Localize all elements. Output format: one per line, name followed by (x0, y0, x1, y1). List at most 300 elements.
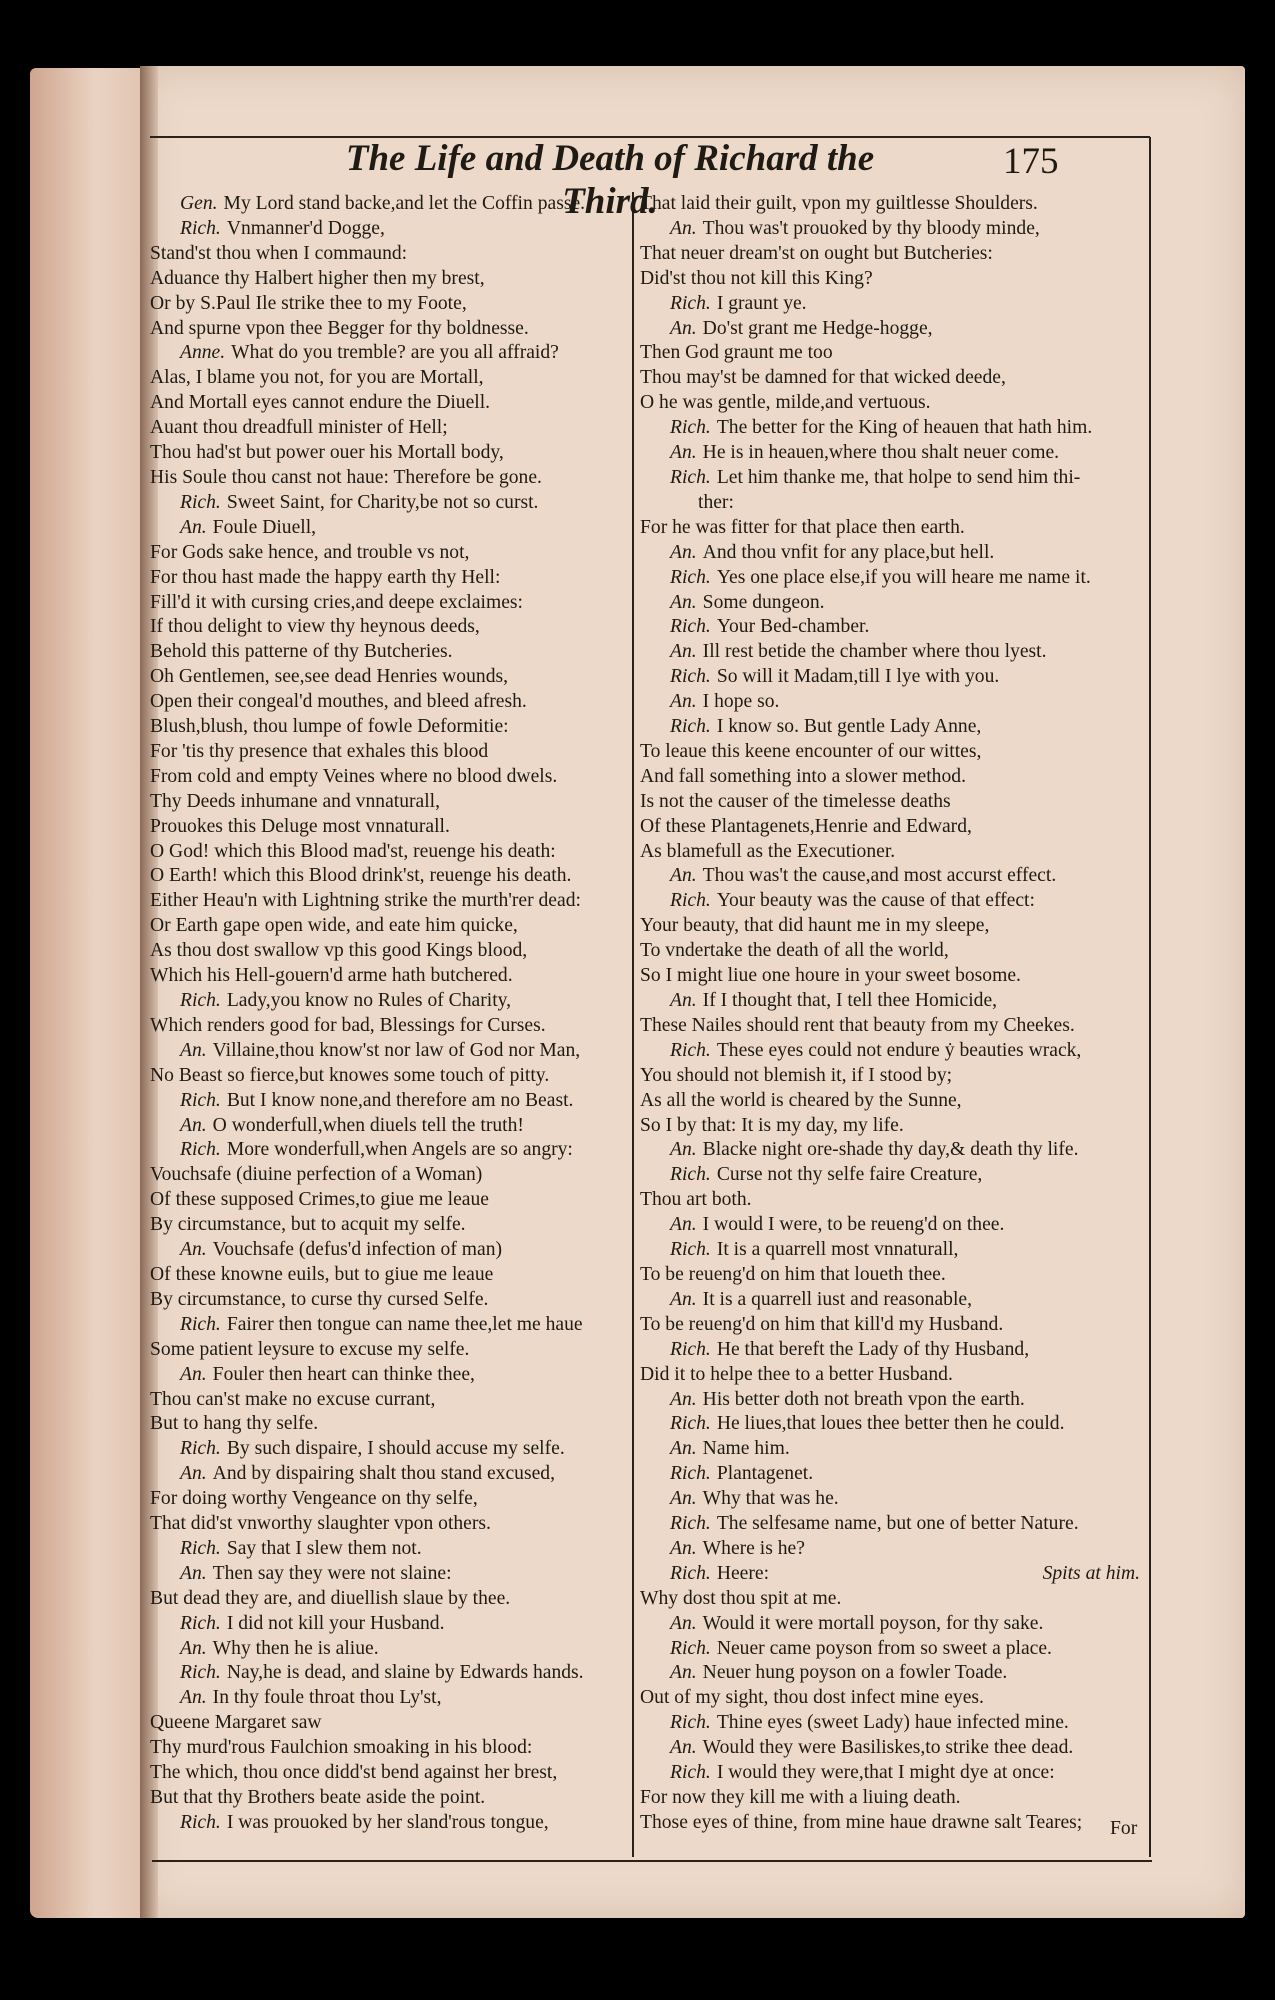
text-line (150, 665, 620, 690)
line-text: O God! which this Blood mad'st, reuenge his death: (150, 840, 556, 862)
text-line (150, 989, 620, 1014)
line-text: Out of my sight, thou dost infect mine eyes. (640, 1687, 984, 1709)
text-line (640, 491, 1148, 516)
line-text: Fill'd it with cursing cries,and deepe exclaimes: (150, 591, 523, 613)
text-line (640, 1014, 1148, 1039)
column-divider (632, 192, 634, 1857)
text-line (640, 1138, 1148, 1163)
text-line (640, 1462, 1148, 1487)
line-text: For he was fitter for that place then earth. (640, 516, 965, 538)
text-line (640, 1064, 1148, 1089)
text-line (150, 1587, 620, 1612)
line-text: Where is he? (702, 1537, 805, 1559)
text-line (150, 1612, 620, 1637)
line-text: Lady,you know no Rules of Charity, (226, 990, 512, 1011)
speaker-prefix: An. (670, 1662, 697, 1684)
line-text: So will it Madam,till I lye with you. (716, 666, 1000, 688)
speaker-prefix: An. (180, 1687, 207, 1709)
text-line (150, 615, 620, 640)
line-text: As thou dost swallow vp this good Kings blood, (150, 940, 528, 962)
line-text: I did not kill your Husband. (226, 1612, 445, 1634)
line-text: These Nailes should rent that beauty from my Cheekes. (640, 1014, 1075, 1036)
line-text: Yes one place else,if you will heare me name it. (716, 566, 1091, 588)
line-text: Then say they were not slaine: (212, 1562, 452, 1584)
text-line (640, 665, 1148, 690)
line-text: Foule Diuell, (212, 516, 317, 538)
line-text: To be reueng'd on him that loueth thee. (640, 1263, 946, 1285)
line-text: Or by S.Paul Ile strike thee to my Foote, (150, 292, 467, 314)
text-line (150, 1388, 620, 1413)
line-text: His better doth not breath vpon the earth. (702, 1388, 1025, 1410)
line-text: Or Earth gape open wide, and eate him quicke, (150, 915, 518, 937)
line-text: More wonderfull,when Angels are so angry: (226, 1139, 573, 1161)
text-line (150, 1163, 620, 1188)
text-line (640, 1163, 1148, 1188)
text-line (150, 1711, 620, 1736)
text-line (640, 242, 1148, 267)
line-text: Some dungeon. (702, 591, 825, 613)
text-line (150, 740, 620, 765)
speaker-prefix: Rich. (670, 1039, 711, 1061)
line-text: Why dost thou spit at me. (640, 1587, 842, 1609)
line-text: Oh Gentlemen, see,see dead Henries wounds, (150, 666, 509, 688)
line-text: But to hang thy selfe. (150, 1413, 319, 1435)
text-line (640, 964, 1148, 989)
text-line (640, 1437, 1148, 1462)
line-text: For thou hast made the happy earth thy Hell: (150, 566, 501, 588)
text-line (640, 292, 1148, 317)
text-line (640, 192, 1148, 217)
text-line (150, 1039, 620, 1064)
text-line (640, 715, 1148, 740)
line-text: I would they were,that I might dye at once: (716, 1762, 1055, 1784)
text-line (640, 217, 1148, 242)
speaker-prefix: Anne. (180, 342, 226, 364)
text-line (150, 242, 620, 267)
text-line (640, 416, 1148, 441)
text-line (150, 1188, 620, 1213)
speaker-prefix: An. (670, 217, 697, 239)
text-line (150, 1288, 620, 1313)
text-line (640, 1039, 1148, 1064)
speaker-prefix: Rich. (670, 1463, 711, 1485)
line-text: The selfesame name, but one of better Nature. (716, 1513, 1079, 1535)
text-line (150, 1661, 620, 1686)
text-line (150, 1537, 620, 1562)
text-line (150, 1138, 620, 1163)
line-text: I was prouoked by her sland'rous tongue, (226, 1811, 549, 1833)
speaker-prefix: An. (670, 442, 697, 464)
text-line (150, 416, 620, 441)
line-text: For 'tis thy presence that exhales this blood (150, 740, 489, 762)
line-text: Those eyes of thine, from mine haue drawne salt Teares; (640, 1811, 1083, 1833)
speaker-prefix: An. (180, 1239, 207, 1261)
left-text-column (150, 192, 620, 1836)
speaker-prefix: Rich. (670, 666, 711, 688)
text-line (150, 1412, 620, 1437)
text-line (150, 1512, 620, 1537)
stage-direction: Spits at him. (1042, 1562, 1140, 1584)
text-line (150, 1114, 620, 1139)
text-line (150, 815, 620, 840)
text-line (150, 1686, 620, 1711)
speaker-prefix: Rich. (180, 217, 221, 239)
text-line (150, 840, 620, 865)
text-line (150, 964, 620, 989)
line-text: Your beauty, that did haunt me in my sleepe, (640, 915, 990, 937)
text-line (150, 1736, 620, 1761)
line-text: That neuer dream'st on ought but Butcheries: (640, 242, 993, 264)
line-text: He is in heauen,where thou shalt neuer come. (702, 442, 1060, 464)
text-line (150, 1238, 620, 1263)
text-line (150, 566, 620, 591)
line-text: Ill rest betide the chamber where thou lyest. (702, 641, 1047, 663)
speaker-prefix: Rich. (670, 292, 711, 314)
text-line (640, 466, 1148, 491)
line-text: No Beast so fierce,but knowes some touch of pitty. (150, 1064, 550, 1086)
text-line (150, 939, 620, 964)
right-text-column (640, 192, 1148, 1836)
text-line (640, 267, 1148, 292)
line-text: The better for the King of heauen that hath him. (716, 417, 1093, 439)
line-text: For doing worthy Vengeance on thy selfe, (150, 1488, 478, 1510)
line-text: Then God graunt me too (640, 342, 833, 364)
text-line (640, 740, 1148, 765)
line-text: He liues,that loues thee better then he could. (716, 1413, 1065, 1435)
text-line (150, 441, 620, 466)
text-line (640, 1686, 1148, 1711)
speaker-prefix: An. (670, 1288, 697, 1310)
text-line (640, 366, 1148, 391)
speaker-prefix: Rich. (180, 1537, 221, 1559)
text-line (150, 1811, 620, 1836)
facing-page-edge (30, 68, 140, 1918)
line-text: Some patient leysure to excuse my selfe. (150, 1338, 470, 1360)
speaker-prefix: Rich. (670, 890, 711, 912)
text-line (150, 864, 620, 889)
speaker-prefix: Rich. (670, 616, 711, 638)
speaker-prefix: Rich. (180, 1438, 221, 1460)
text-line (640, 1512, 1148, 1537)
speaker-prefix: Rich. (180, 1811, 221, 1833)
line-text: And Mortall eyes cannot endure the Diuell. (150, 392, 491, 414)
line-text: For now they kill me with a liuing death. (640, 1787, 961, 1808)
line-text: I would I were, to be reueng'd on thee. (702, 1214, 1005, 1236)
speaker-prefix: Rich. (670, 1513, 711, 1535)
line-text: Say that I slew them not. (226, 1537, 422, 1559)
text-line (150, 1637, 620, 1662)
line-text: I graunt ye. (716, 292, 807, 314)
text-line (640, 840, 1148, 865)
text-line (640, 391, 1148, 416)
line-text: Behold this patterne of thy Butcheries. (150, 641, 453, 663)
line-text: And spurne vpon thee Begger for thy boldnesse. (150, 317, 529, 339)
line-text: O wonderfull,when diuels tell the truth! (212, 1114, 524, 1136)
text-line (150, 914, 620, 939)
speaker-prefix: Rich. (670, 1413, 711, 1435)
text-line (640, 541, 1148, 566)
line-text: I hope so. (702, 691, 780, 713)
line-text: Neuer came poyson from so sweet a place. (716, 1637, 1052, 1659)
speaker-prefix: Gen. (180, 193, 218, 214)
speaker-prefix: Rich. (180, 1313, 221, 1335)
text-line (640, 1761, 1148, 1786)
text-line (640, 1238, 1148, 1263)
line-text: Sweet Saint, for Charity,be not so curst. (226, 491, 539, 513)
line-text: Thou was't prouoked by thy bloody minde, (702, 217, 1040, 239)
speaker-prefix: An. (670, 1214, 697, 1236)
speaker-prefix: An. (180, 1114, 207, 1136)
speaker-prefix: Rich. (180, 1612, 221, 1634)
line-text: ther: (698, 491, 734, 513)
text-line (640, 1637, 1148, 1662)
text-line (640, 765, 1148, 790)
text-line (640, 864, 1148, 889)
line-text: Did it to helpe thee to a better Husband. (640, 1363, 953, 1385)
line-text: Aduance thy Halbert higher then my brest, (150, 267, 485, 289)
line-text: O Earth! which this Blood drink'st, reuenge his death. (150, 865, 572, 887)
line-text: That laid their guilt, vpon my guiltlesse Shoulders. (640, 193, 1038, 214)
text-line (150, 1263, 620, 1288)
text-line (640, 914, 1148, 939)
speaker-prefix: An. (670, 541, 697, 563)
text-line (150, 640, 620, 665)
line-text: Nay,he is dead, and slaine by Edwards hands. (226, 1662, 584, 1684)
speaker-prefix: Rich. (180, 491, 221, 513)
line-text: By such dispaire, I should accuse my selfe. (226, 1438, 565, 1460)
line-text: Auant thou dreadfull minister of Hell; (150, 417, 448, 439)
page-number: 175 (1003, 141, 1059, 182)
text-line (640, 1338, 1148, 1363)
text-line (640, 1587, 1148, 1612)
line-text: Why then he is aliue. (212, 1637, 379, 1659)
text-line (640, 889, 1148, 914)
text-line (640, 566, 1148, 591)
line-text: But dead they are, and diuellish slaue by thee. (150, 1587, 511, 1609)
line-text: Thou had'st but power ouer his Mortall body, (150, 442, 504, 464)
line-text: Thine eyes (sweet Lady) haue infected mine. (716, 1712, 1069, 1734)
line-text: So I by that: It is my day, my life. (640, 1114, 904, 1136)
line-text: By circumstance, to curse thy cursed Selfe. (150, 1288, 489, 1310)
speaker-prefix: Rich. (670, 1637, 711, 1659)
line-text: Alas, I blame you not, for you are Mortall, (150, 367, 484, 389)
text-line (640, 1388, 1148, 1413)
line-text: It is a quarrell iust and reasonable, (702, 1288, 972, 1310)
line-text: To be reueng'd on him that kill'd my Husband. (640, 1313, 1004, 1335)
text-line (150, 541, 620, 566)
text-line (640, 1711, 1148, 1736)
line-text: Stand'st thou when I commaund: (150, 242, 408, 264)
speaker-prefix: An. (670, 591, 697, 613)
line-text: To vndertake the death of all the world, (640, 940, 949, 962)
line-text: Is not the causer of the timelesse deaths (640, 790, 951, 812)
speaker-prefix: An. (670, 1438, 697, 1460)
line-text: If I thought that, I tell thee Homicide, (702, 990, 998, 1011)
text-line (150, 591, 620, 616)
speaker-prefix: Rich. (180, 990, 221, 1011)
speaker-prefix: Rich. (670, 566, 711, 588)
text-line (150, 1213, 620, 1238)
line-text: Either Heau'n with Lightning strike the murth'rer dead: (150, 890, 581, 912)
text-line (640, 690, 1148, 715)
speaker-prefix: Rich. (670, 1164, 711, 1186)
catchword: For (1110, 1818, 1138, 1839)
line-text: Heere: (716, 1562, 770, 1584)
text-line (150, 317, 620, 342)
line-text: It is a quarrell most vnnaturall, (716, 1239, 959, 1261)
text-line (640, 317, 1148, 342)
text-line (150, 267, 620, 292)
text-line (640, 1537, 1148, 1562)
line-text: Fouler then heart can thinke thee, (212, 1363, 475, 1385)
line-text: But I know none,and therefore am no Beast. (226, 1089, 574, 1111)
text-line (640, 1313, 1148, 1338)
text-line (150, 341, 620, 366)
text-line (640, 1288, 1148, 1313)
text-line (150, 715, 620, 740)
line-text: Which renders good for bad, Blessings for Curses. (150, 1014, 546, 1036)
line-text: Curse not thy selfe faire Creature, (716, 1164, 983, 1186)
text-line (640, 1612, 1148, 1637)
line-text: Queene Margaret saw (150, 1712, 322, 1734)
text-line (150, 466, 620, 491)
text-line (640, 1736, 1148, 1761)
line-text: As blamefull as the Executioner. (640, 840, 896, 862)
text-line (640, 1412, 1148, 1437)
text-line (640, 1661, 1148, 1686)
speaker-prefix: Rich. (180, 1089, 221, 1111)
text-line (640, 989, 1148, 1014)
line-text: These eyes could not endure ẏ beauties wrack, (716, 1039, 1082, 1061)
line-text: The which, thou once didd'st bend against her brest, (150, 1762, 558, 1784)
line-text: O he was gentle, milde,and vertuous. (640, 392, 931, 414)
text-line (150, 1313, 620, 1338)
text-line (150, 889, 620, 914)
speaker-prefix: An. (180, 1039, 207, 1061)
text-line (640, 441, 1148, 466)
speaker-prefix: Rich. (670, 466, 711, 488)
line-text: He that bereft the Lady of thy Husband, (716, 1338, 1030, 1360)
line-text: Blush,blush, thou lumpe of fowle Deformitie: (150, 716, 509, 738)
line-text: And thou vnfit for any place,but hell. (702, 541, 995, 563)
line-text: Do'st grant me Hedge-hogge, (702, 317, 933, 339)
speaker-prefix: An. (180, 1463, 207, 1485)
line-text: As all the world is cheared by the Sunne, (640, 1089, 962, 1111)
line-text: Of these supposed Crimes,to giue me leaue (150, 1189, 489, 1211)
line-text: Vouchsafe (defus'd infection of man) (212, 1239, 503, 1261)
text-line (150, 765, 620, 790)
line-text: Villaine,thou know'st nor law of God nor Man, (212, 1039, 581, 1061)
line-text: Thou was't the cause,and most accurst effect. (702, 865, 1057, 887)
speaker-prefix: Rich. (670, 417, 711, 439)
text-line (640, 640, 1148, 665)
text-line (640, 1114, 1148, 1139)
line-text: Which his Hell-gouern'd arme hath butchered. (150, 965, 513, 987)
line-text: Of these knowne euils, but to giue me leaue (150, 1263, 494, 1285)
text-line (640, 1263, 1148, 1288)
line-text: If thou delight to view thy heynous deeds, (150, 616, 480, 638)
text-line (640, 1786, 1148, 1811)
line-text: Thou can'st make no excuse currant, (150, 1388, 436, 1410)
speaker-prefix: An. (670, 1612, 697, 1634)
speaker-prefix: Rich. (670, 1239, 711, 1261)
speaker-prefix: An. (670, 1488, 697, 1510)
line-text: Would it were mortall poyson, for thy sake. (702, 1612, 1044, 1634)
speaker-prefix: Rich. (670, 1562, 711, 1584)
speaker-prefix: An. (670, 865, 697, 887)
text-line (640, 1487, 1148, 1512)
line-text: Thy Deeds inhumane and vnnaturall, (150, 790, 441, 812)
text-line (150, 1487, 620, 1512)
text-line (150, 1089, 620, 1114)
line-text: Your Bed-chamber. (716, 616, 870, 638)
text-line (150, 1014, 620, 1039)
line-text: You should not blemish it, if I stood by; (640, 1064, 953, 1086)
line-text: Why that was he. (702, 1488, 839, 1510)
speaker-prefix: An. (180, 1637, 207, 1659)
speaker-prefix: Rich. (670, 716, 711, 738)
speaker-prefix: An. (670, 1139, 697, 1161)
speaker-prefix: An. (180, 516, 207, 538)
line-text: And by dispairing shalt thou stand excused, (212, 1463, 555, 1485)
line-text: In thy foule throat thou Ly'st, (212, 1687, 442, 1709)
speaker-prefix: An. (670, 1737, 697, 1759)
speaker-prefix: Rich. (670, 1712, 711, 1734)
line-text: Fairer then tongue can name thee,let me haue (226, 1313, 583, 1335)
line-text: Neuer hung poyson on a fowler Toade. (702, 1662, 1008, 1684)
text-line (640, 1188, 1148, 1213)
text-line (640, 1562, 1148, 1587)
text-line (150, 292, 620, 317)
line-text: Thou may'st be damned for that wicked deede, (640, 367, 1006, 389)
text-line (150, 1437, 620, 1462)
speaker-prefix: An. (670, 1537, 697, 1559)
text-line (640, 341, 1148, 366)
text-line (150, 391, 620, 416)
line-text: Thy murd'rous Faulchion smoaking in his blood: (150, 1737, 533, 1759)
line-text: So I might liue one houre in your sweet bosome. (640, 965, 1021, 987)
line-text: Vnmanner'd Dogge, (226, 217, 385, 239)
line-text: Name him. (702, 1438, 790, 1460)
line-text: Plantagenet. (716, 1463, 814, 1485)
text-line (640, 1363, 1148, 1388)
text-line (150, 366, 620, 391)
text-line (640, 1089, 1148, 1114)
line-text: My Lord stand backe,and let the Coffin passe. (223, 193, 586, 214)
speaker-prefix: An. (670, 990, 697, 1011)
text-line (640, 815, 1148, 840)
line-text: But that thy Brothers beate aside the point. (150, 1787, 486, 1808)
text-line (150, 1761, 620, 1786)
text-line (640, 939, 1148, 964)
speaker-prefix: An. (180, 1562, 207, 1584)
text-line (640, 1213, 1148, 1238)
text-line (150, 491, 620, 516)
line-text: Did'st thou not kill this King? (640, 267, 873, 289)
speaker-prefix: Rich. (670, 1762, 711, 1784)
line-text: His Soule thou canst not haue: Therefore be gone. (150, 466, 542, 488)
line-text: And fall something into a slower method. (640, 765, 966, 787)
text-line (150, 516, 620, 541)
text-line (150, 217, 620, 242)
line-text: That did'st vnworthy slaughter vpon others. (150, 1513, 491, 1535)
text-line (150, 790, 620, 815)
text-line (150, 1462, 620, 1487)
line-text: Blacke night ore-shade thy day,& death thy life. (702, 1139, 1079, 1161)
line-text: What do you tremble? are you all affraid? (231, 342, 559, 364)
text-line (150, 1786, 620, 1811)
text-line (640, 790, 1148, 815)
